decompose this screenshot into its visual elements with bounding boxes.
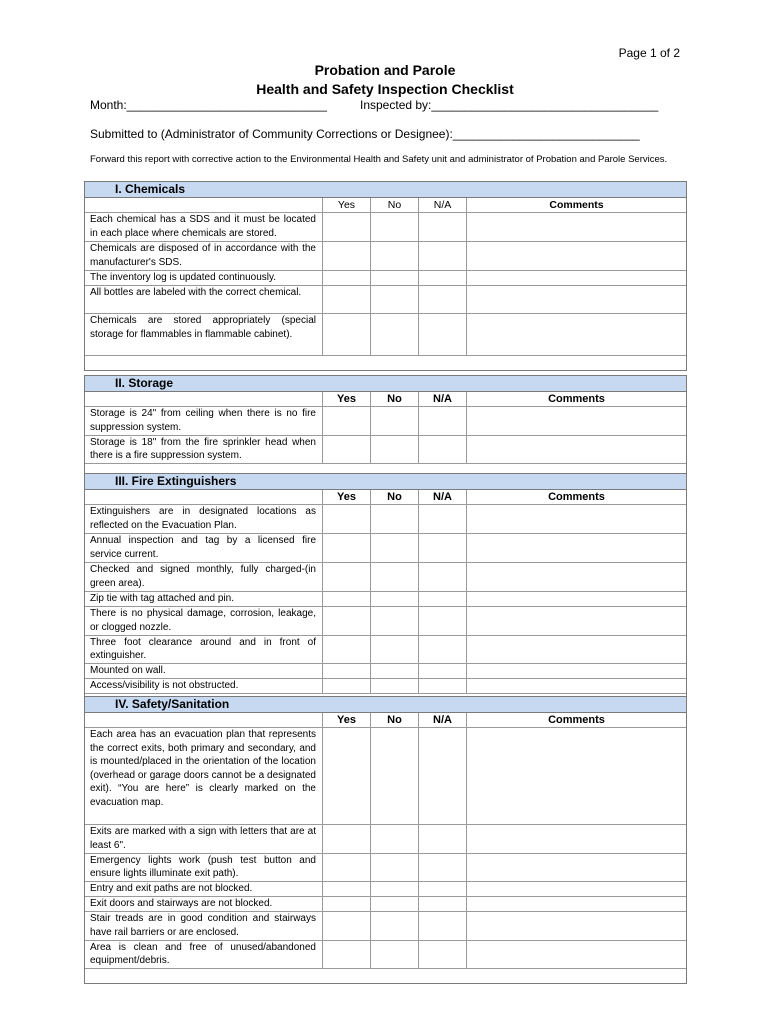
section-2 (84, 375, 687, 479)
item-column-header (85, 490, 323, 504)
yes-column-header: Yes (323, 713, 371, 727)
yes-cell[interactable] (323, 271, 371, 285)
comments-cell[interactable] (467, 505, 686, 533)
yes-column-header: Yes (323, 198, 371, 212)
na-cell[interactable] (419, 505, 467, 533)
comments-cell[interactable] (467, 679, 686, 693)
checklist-row (85, 728, 686, 825)
checklist-item-text: Three foot clearance around and in front of extinguisher. (85, 636, 323, 664)
no-cell[interactable] (371, 882, 419, 896)
comments-cell[interactable] (467, 607, 686, 635)
comments-cell[interactable] (467, 436, 686, 464)
no-cell[interactable] (371, 679, 419, 693)
na-cell[interactable] (419, 679, 467, 693)
na-cell[interactable] (419, 636, 467, 664)
checklist-row (85, 242, 686, 271)
no-cell[interactable] (371, 607, 419, 635)
yes-cell[interactable] (323, 286, 371, 314)
submitted-to-field[interactable]: Submitted to (Administrator of Community Corrections or Designee):____________________________ (90, 127, 640, 141)
no-cell[interactable] (371, 407, 419, 435)
checklist-item-text: Each area has an evacuation plan that represents the correct exits, both primary and secondary, and is mounted/placed in the orientation of the location (overhead or garage doors cannot be a designated exit). “You are here” is clearly marked on the evacuation map. (85, 728, 323, 824)
checklist-row (85, 679, 686, 694)
yes-cell[interactable] (323, 607, 371, 635)
checklist-row (85, 213, 686, 242)
yes-cell[interactable] (323, 728, 371, 824)
yes-cell[interactable] (323, 213, 371, 241)
no-cell[interactable] (371, 314, 419, 355)
inspected-by-field[interactable]: Inspected by:__________________________________ (360, 98, 659, 112)
na-column-header: N/A (419, 392, 467, 406)
yes-cell[interactable] (323, 436, 371, 464)
no-cell[interactable] (371, 286, 419, 314)
section-spacer-row (85, 356, 686, 370)
checklist-item-text: Chemicals are stored appropriately (special storage for flammables in flammable cabinet). (85, 314, 323, 355)
yes-cell[interactable] (323, 407, 371, 435)
na-cell[interactable] (419, 407, 467, 435)
no-cell[interactable] (371, 941, 419, 969)
no-cell[interactable] (371, 912, 419, 940)
checklist-row (85, 563, 686, 592)
na-cell[interactable] (419, 213, 467, 241)
checklist-row (85, 314, 686, 356)
checklist-row (85, 897, 686, 912)
checklist-item-text: Chemicals are disposed of in accordance with the manufacturer's SDS. (85, 242, 323, 270)
yes-column-header: Yes (323, 490, 371, 504)
na-cell[interactable] (419, 286, 467, 314)
no-cell[interactable] (371, 213, 419, 241)
no-cell[interactable] (371, 242, 419, 270)
no-cell[interactable] (371, 636, 419, 664)
yes-cell[interactable] (323, 314, 371, 355)
na-cell[interactable] (419, 563, 467, 591)
na-cell[interactable] (419, 592, 467, 606)
yes-cell[interactable] (323, 505, 371, 533)
comments-cell[interactable] (467, 271, 686, 285)
yes-cell[interactable] (323, 912, 371, 940)
comments-column-header: Comments (549, 199, 604, 211)
na-cell[interactable] (419, 534, 467, 562)
checklist-item-text: All bottles are labeled with the correct chemical. (85, 286, 323, 314)
yes-cell[interactable] (323, 941, 371, 969)
no-cell[interactable] (371, 728, 419, 824)
section-title: I. Chemicals (85, 182, 686, 198)
na-cell[interactable] (419, 271, 467, 285)
page-number: Page 1 of 2 (618, 46, 680, 60)
no-column-header: No (371, 198, 419, 212)
checklist-item-text: Exit doors and stairways are not blocked. (85, 897, 323, 911)
yes-cell[interactable] (323, 897, 371, 911)
checklist-item-text: Exits are marked with a sign with letters that are at least 6". (85, 825, 323, 853)
checklist-item-text: There is no physical damage, corrosion, leakage, or clogged nozzle. (85, 607, 323, 635)
no-cell[interactable] (371, 505, 419, 533)
checklist-item-text: Stair treads are in good condition and stairways have rail barriers or are enclosed. (85, 912, 323, 940)
no-column-header: No (371, 713, 419, 727)
comments-cell[interactable] (467, 534, 686, 562)
checklist-row (85, 825, 686, 854)
na-cell[interactable] (419, 897, 467, 911)
column-header-row (85, 713, 686, 728)
month-field[interactable]: Month:______________________________ (90, 98, 327, 112)
comments-column-header: Comments (548, 491, 605, 503)
checklist-row (85, 436, 686, 465)
title-line-1: Probation and Parole (314, 62, 456, 78)
no-cell[interactable] (371, 825, 419, 853)
yes-cell[interactable] (323, 592, 371, 606)
checklist-row (85, 592, 686, 607)
na-column-header: N/A (419, 490, 467, 504)
checklist-item-text: The inventory log is updated continuously. (85, 271, 323, 285)
checklist-row (85, 636, 686, 665)
checklist-row (85, 286, 686, 315)
section-title: II. Storage (85, 376, 686, 392)
yes-cell[interactable] (323, 664, 371, 678)
na-column-header: N/A (419, 713, 467, 727)
comments-cell[interactable] (467, 314, 686, 355)
checklist-row (85, 912, 686, 941)
checklist-row (85, 271, 686, 286)
comments-cell[interactable] (467, 636, 686, 664)
na-cell[interactable] (419, 854, 467, 882)
na-cell[interactable] (419, 728, 467, 824)
checklist-item-text: Access/visibility is not obstructed. (85, 679, 323, 693)
na-cell[interactable] (419, 607, 467, 635)
yes-cell[interactable] (323, 679, 371, 693)
checklist-row (85, 854, 686, 883)
section-title: IV. Safety/Sanitation (85, 697, 686, 713)
yes-cell[interactable] (323, 825, 371, 853)
checklist-item-text: Each chemical has a SDS and it must be located in each place where chemicals are stored. (85, 213, 323, 241)
comments-cell[interactable] (467, 912, 686, 940)
comments-cell[interactable] (467, 941, 686, 969)
na-cell[interactable] (419, 882, 467, 896)
checklist-row (85, 664, 686, 679)
no-cell[interactable] (371, 897, 419, 911)
checklist-row (85, 941, 686, 970)
yes-cell[interactable] (323, 534, 371, 562)
no-cell[interactable] (371, 534, 419, 562)
checklist-item-text: Entry and exit paths are not blocked. (85, 882, 323, 896)
na-cell[interactable] (419, 941, 467, 969)
comments-cell[interactable] (467, 664, 686, 678)
checklist-item-text: Annual inspection and tag by a licensed fire service current. (85, 534, 323, 562)
column-header-row (85, 198, 686, 213)
checklist-item-text: Mounted on wall. (85, 664, 323, 678)
no-column-header: No (371, 392, 419, 406)
checklist-item-text: Area is clean and free of unused/abandoned equipment/debris. (85, 941, 323, 969)
section-4 (84, 696, 687, 984)
checklist-row (85, 882, 686, 897)
comments-cell[interactable] (467, 592, 686, 606)
column-header-row (85, 490, 686, 505)
no-column-header: No (371, 490, 419, 504)
no-cell[interactable] (371, 271, 419, 285)
na-cell[interactable] (419, 436, 467, 464)
checklist-item-text: Extinguishers are in designated locations as reflected on the Evacuation Plan. (85, 505, 323, 533)
checklist-item-text: Storage is 18" from the fire sprinkler head when there is a fire suppression system. (85, 436, 323, 464)
no-cell[interactable] (371, 436, 419, 464)
comments-cell[interactable] (467, 242, 686, 270)
checklist-row (85, 607, 686, 636)
item-column-header (85, 198, 323, 212)
comments-cell[interactable] (467, 286, 686, 314)
yes-cell[interactable] (323, 882, 371, 896)
section-title: III. Fire Extinguishers (85, 474, 686, 490)
no-cell[interactable] (371, 563, 419, 591)
checklist-item-text: Storage is 24" from ceiling when there is no fire suppression system. (85, 407, 323, 435)
na-cell[interactable] (419, 314, 467, 355)
checklist-item-text: Emergency lights work (push test button and ensure lights illuminate exit path). (85, 854, 323, 882)
na-cell[interactable] (419, 825, 467, 853)
comments-column-header: Comments (548, 714, 605, 726)
na-column-header: N/A (419, 198, 467, 212)
comments-cell[interactable] (467, 213, 686, 241)
checklist-row (85, 407, 686, 436)
comments-cell[interactable] (467, 728, 686, 824)
checklist-row (85, 505, 686, 534)
yes-cell[interactable] (323, 242, 371, 270)
forward-instructions: Forward this report with corrective action to the Environmental Health and Safety unit and administrator of Probation and Parole Services. (90, 154, 668, 165)
item-column-header (85, 713, 323, 727)
comments-column-header: Comments (548, 393, 605, 405)
na-cell[interactable] (419, 912, 467, 940)
yes-column-header: Yes (323, 392, 371, 406)
comments-cell[interactable] (467, 825, 686, 853)
no-cell[interactable] (371, 592, 419, 606)
column-header-row (85, 392, 686, 407)
section-spacer-row (85, 969, 686, 983)
section-3 (84, 473, 687, 709)
no-cell[interactable] (371, 854, 419, 882)
no-cell[interactable] (371, 664, 419, 678)
yes-cell[interactable] (323, 636, 371, 664)
comments-cell[interactable] (467, 897, 686, 911)
checklist-row (85, 534, 686, 563)
comments-cell[interactable] (467, 407, 686, 435)
title-line-2: Health and Safety Inspection Checklist (256, 81, 514, 97)
section-1 (84, 181, 687, 371)
comments-cell[interactable] (467, 563, 686, 591)
yes-cell[interactable] (323, 854, 371, 882)
checklist-item-text: Zip tie with tag attached and pin. (85, 592, 323, 606)
yes-cell[interactable] (323, 563, 371, 591)
comments-cell[interactable] (467, 882, 686, 896)
item-column-header (85, 392, 323, 406)
checklist-item-text: Checked and signed monthly, fully charged-(in green area). (85, 563, 323, 591)
na-cell[interactable] (419, 242, 467, 270)
na-cell[interactable] (419, 664, 467, 678)
comments-cell[interactable] (467, 854, 686, 882)
